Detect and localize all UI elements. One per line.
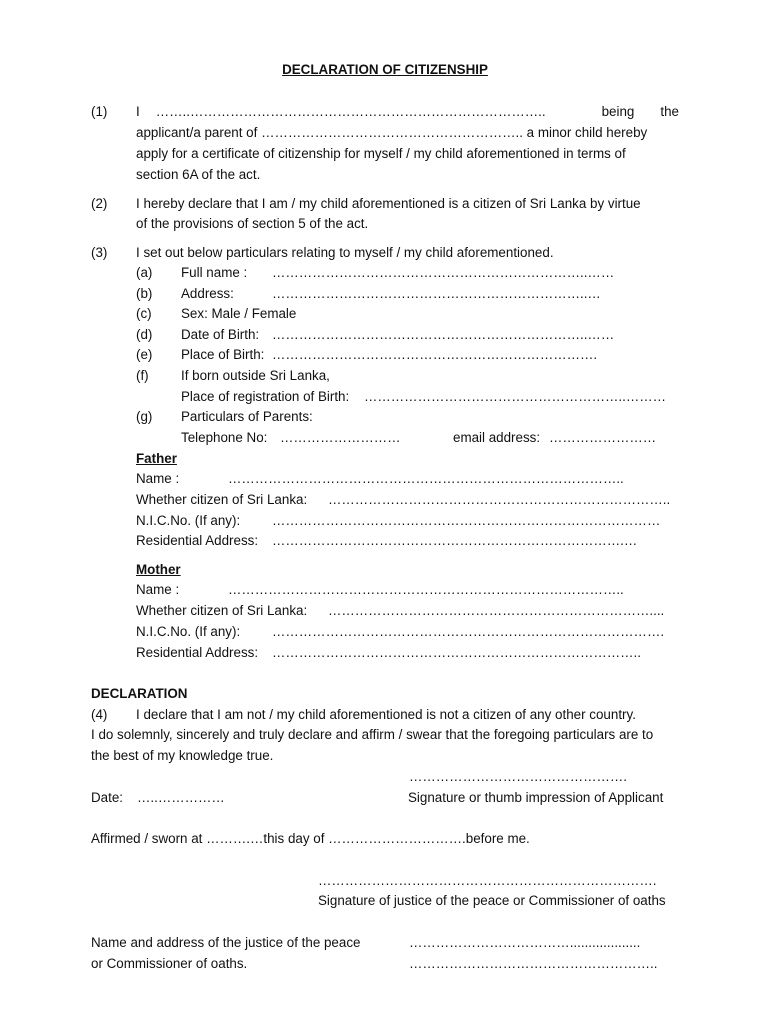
father-nic-blank[interactable]: …………………………………………………………………………… <box>272 513 661 528</box>
full-name-label: Full name : <box>181 265 248 280</box>
jp-name-blank[interactable]: ………………………………................... <box>409 935 641 950</box>
item-number: (4) <box>91 707 108 722</box>
pob-label: Place of Birth: <box>181 347 265 362</box>
date-label: Date: <box>91 790 124 805</box>
item2-line2: of the provisions of section 5 of the act. <box>136 216 369 231</box>
jp-signature-label: Signature of justice of the peace or Commissioner of oaths <box>318 893 666 908</box>
applicant-signature-blank[interactable]: …………………………………………. <box>409 769 627 784</box>
dob-blank[interactable]: ……………………………………………………………..…… <box>272 327 615 342</box>
mother-citizen-label: Whether citizen of Sri Lanka: <box>136 603 308 618</box>
item4-text: I declare that I am not / my child aforementioned is not a citizen of any other country. <box>136 707 636 722</box>
solemn-line1: I do solemnly, sincerely and truly declare and affirm / swear that the foregoing particulars are to <box>91 727 654 742</box>
declaration-heading: DECLARATION <box>91 686 188 701</box>
page-title: DECLARATION OF CITIZENSHIP <box>282 62 488 77</box>
email-label: email address: <box>453 430 541 445</box>
full-name-blank[interactable]: ……………………………………………………………..…… <box>272 265 615 280</box>
jp-signature-blank[interactable]: …………………………………………………………………. <box>318 873 657 888</box>
item1-text: being <box>601 104 635 119</box>
applicant-signature-label: Signature or thumb impression of Applicant <box>408 790 664 805</box>
sex-field[interactable]: Sex: Male / Female <box>181 306 297 321</box>
sub-label: (f) <box>136 368 149 383</box>
registration-place-blank[interactable]: …………………………………………………..……… <box>364 389 667 404</box>
mother-nic-label: N.I.C.No. (If any): <box>136 624 241 639</box>
mother-heading: Mother <box>136 562 181 577</box>
sub-label: (e) <box>136 347 153 362</box>
sub-label: (a) <box>136 265 153 280</box>
jp-address-blank[interactable]: ……………………………………………….. <box>409 956 658 971</box>
applicant-name-blank[interactable]: ……..…………………………………………………………………….. <box>155 104 546 119</box>
mother-address-blank[interactable]: ……………………………………………………………………….. <box>272 645 641 660</box>
registration-place-label: Place of registration of Birth: <box>181 389 350 404</box>
jp-name-label-2: or Commissioner of oaths. <box>91 956 248 971</box>
father-citizen-label: Whether citizen of Sri Lanka: <box>136 492 308 507</box>
address-label: Address: <box>181 286 234 301</box>
date-blank[interactable]: …..…………… <box>137 790 225 805</box>
father-name-blank[interactable]: …………………………………………………………………………….. <box>228 471 624 486</box>
telephone-blank[interactable]: ……………………… <box>280 430 401 445</box>
mother-name-blank[interactable]: …………………………………………………………………………….. <box>228 582 624 597</box>
item1-line3: apply for a certificate of citizenship for myself / my child aforementioned in terms of <box>136 146 626 161</box>
sub-label: (c) <box>136 306 152 321</box>
father-name-label: Name : <box>136 471 180 486</box>
sub-label: (g) <box>136 409 153 424</box>
telephone-label: Telephone No: <box>181 430 268 445</box>
item1-text: I <box>136 104 140 119</box>
dob-label: Date of Birth: <box>181 327 260 342</box>
address-blank[interactable]: ……………………………………………………………..… <box>272 286 601 301</box>
father-address-blank[interactable]: …………………………………………………………………….… <box>272 533 638 548</box>
sub-label: (d) <box>136 327 153 342</box>
item-number: (3) <box>91 245 108 260</box>
item1-line1 <box>136 104 679 119</box>
email-blank[interactable]: …………………… <box>549 430 657 445</box>
item2-line1: I hereby declare that I am / my child aforementioned is a citizen of Sri Lanka by virtue <box>136 196 641 211</box>
mother-citizen-blank[interactable]: ……………………………………………………………….... <box>328 603 665 618</box>
jp-name-label: Name and address of the justice of the peace <box>91 935 361 950</box>
pob-blank[interactable]: ………………………………………………………………. <box>272 347 598 362</box>
father-citizen-blank[interactable]: ………………………………………………………………….. <box>328 492 671 507</box>
father-heading: Father <box>136 451 177 466</box>
item-number: (2) <box>91 196 108 211</box>
sub-label: (b) <box>136 286 153 301</box>
item-number: (1) <box>91 104 108 119</box>
affirmed-line[interactable]: Affirmed / sworn at ……….…this day of ………………………….before me. <box>91 831 530 846</box>
item1-line4: section 6A of the act. <box>136 167 261 182</box>
born-outside-label: If born outside Sri Lanka, <box>181 368 330 383</box>
solemn-line2: the best of my knowledge true. <box>91 748 274 763</box>
mother-name-label: Name : <box>136 582 180 597</box>
item1-text: the <box>660 104 679 119</box>
parents-label: Particulars of Parents: <box>181 409 313 424</box>
item1-line2: applicant/a parent of ………………………………………………….. a minor child hereby <box>136 125 648 140</box>
mother-nic-blank[interactable]: ……………………………………………………………………………. <box>272 624 665 639</box>
mother-address-label: Residential Address: <box>136 645 259 660</box>
item3-intro: I set out below particulars relating to myself / my child aforementioned. <box>136 245 554 260</box>
father-address-label: Residential Address: <box>136 533 259 548</box>
father-nic-label: N.I.C.No. (If any): <box>136 513 241 528</box>
